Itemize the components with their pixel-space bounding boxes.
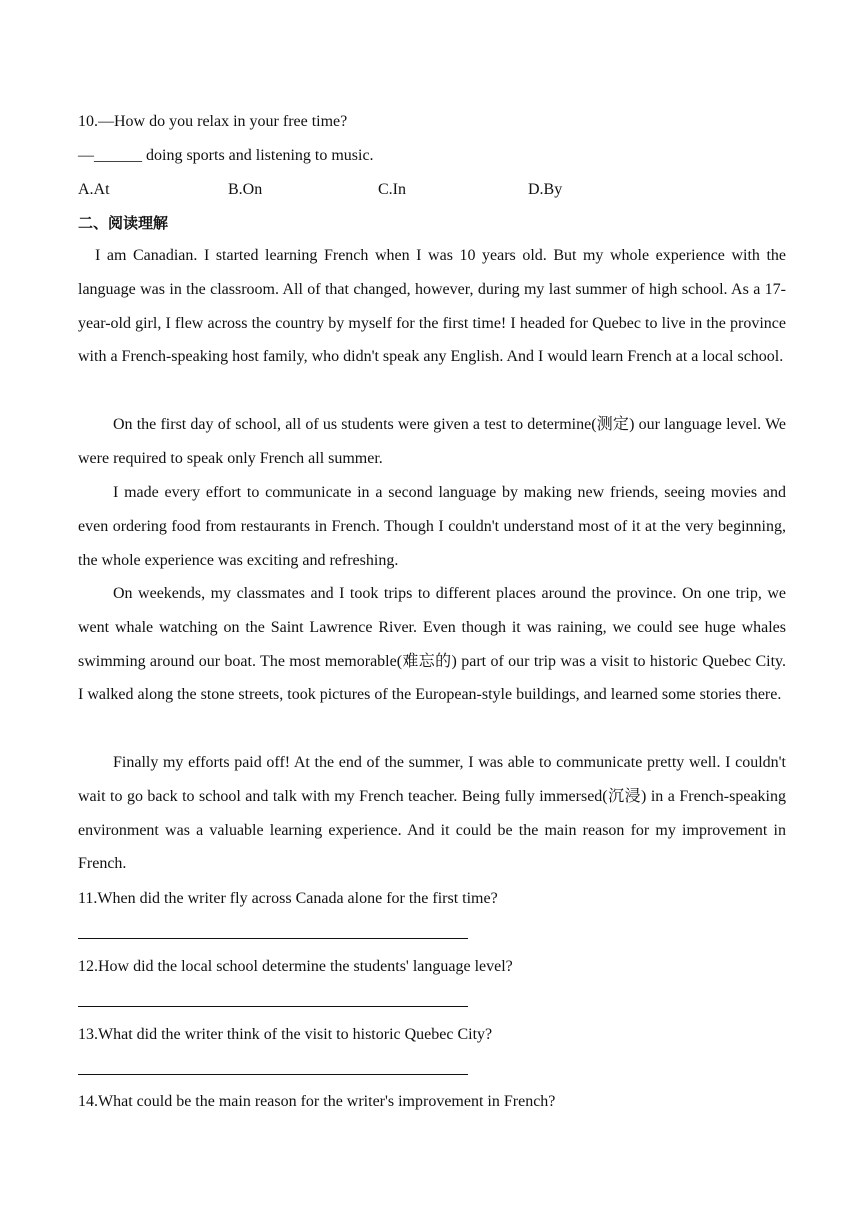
passage-paragraph-1: I am Canadian. I started learning French when I was 10 years old. But my whole experience with the language was in the classroom. All of that changed, however, during my last summer of high school. As a 17-year-old girl, I flew across the country by myself for the first time! I headed for Quebec to live in the province with a French-speaking host family, who didn't speak any English. And I would learn French at a local school.: [78, 247, 786, 366]
question-13: 13.What did the writer think of the visit to historic Quebec City?: [78, 1026, 493, 1043]
option-a: A.At: [78, 181, 110, 198]
passage-paragraph-2: On the first day of school, all of us students were given a test to determine(测定) our language level. We were required to speak only French all summer.: [78, 416, 786, 467]
question-10-stem: 10.—How do you relax in your free time?: [78, 113, 348, 130]
question-14: 14.What could be the main reason for the writer's improvement in French?: [78, 1093, 556, 1110]
question-12: 12.How did the local school determine the students' language level?: [78, 958, 513, 975]
option-c: C.In: [378, 181, 406, 198]
passage-paragraph-3: I made every effort to communicate in a second language by making new friends, seeing movies and even ordering food from restaurants in French. Though I couldn't understand most of it at the very beginning, the whole experience was exciting and refreshing.: [78, 484, 786, 569]
passage-paragraph-4: On weekends, my classmates and I took trips to different places around the province. On one trip, we went whale watching on the Saint Lawrence River. Even though it was raining, we could see huge whales swimming around our boat. The most memorable(难忘的) part of our trip was a visit to historic Quebec City. I walked along the stone streets, took pictures of the European-style buildings, and learned some stories there.: [78, 585, 786, 704]
answer-line-11[interactable]: [78, 938, 468, 939]
question-10-blank: —______ doing sports and listening to music.: [78, 147, 374, 164]
option-b: B.On: [228, 181, 263, 198]
answer-line-12[interactable]: [78, 1006, 468, 1007]
passage-paragraph-5: Finally my efforts paid off! At the end of the summer, I was able to communicate pretty well. I couldn't wait to go back to school and talk with my French teacher. Being fully immersed(沉浸) in a French-speaking environment was a valuable learning experience. And it could be the main reason for my improvement in French.: [78, 754, 786, 873]
option-d: D.By: [528, 181, 563, 198]
answer-line-13[interactable]: [78, 1074, 468, 1075]
section-heading: 二、阅读理解: [78, 214, 169, 232]
question-11: 11.When did the writer fly across Canada alone for the first time?: [78, 890, 498, 907]
